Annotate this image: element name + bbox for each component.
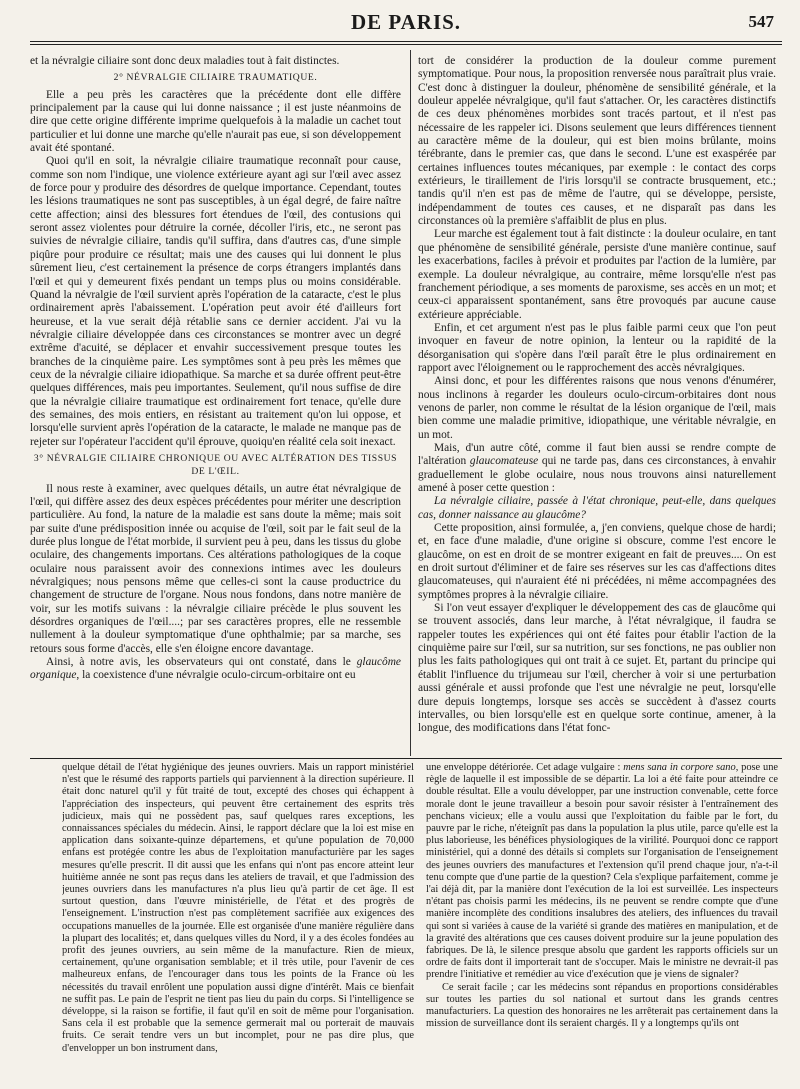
column-divider (410, 50, 411, 756)
paragraph: tort de considérer la production de la douleur comme purement symptomatique. Pour nous, la proposition renversée nous paraîtrait plus vraie. C'est donc à distinguer la douleur, phénomène de sensibilité générale, et la douleur appelée névralgique, qu'il faut s'attacher. Or, les caractères distinctifs de ces deux phénomènes morbides sont tracés partout, et il n'est pas nécessaire de les rappeler ici. Disons seulement que leurs différences tiennent au caractère même de la douleur, qui est bien moins brûlante, moins térébrante, dans le premier cas, que dans le second. L'une est exaspérée par certaines influences toutes mécaniques, par exemple : le contact des corps extérieurs, le tiraillement de l'iris lorsqu'il se contracte brusquement, etc.; tandis qu'il n'en est pas de même de l'autre, qui se développe, persiste, indépendamment de toutes ces causes, et ne disparaît pas dans les circonstances où la première s'affaiblit de plus en plus. (418, 55, 776, 228)
text-run: Mais, d'un autre côté, comme il faut bien aussi se rendre compte de l'altération (418, 441, 776, 468)
page-title: DE PARIS. (350, 10, 462, 34)
paragraph (30, 656, 401, 683)
text-run: qui ne tarde pas, dans ces circonstances, à envahir graduellement le globe oculaire, nous nous trouvons ainsi naturellement amené à poser cette question : (418, 455, 776, 494)
question-paragraph: La névralgie ciliaire, passée à l'état chronique, peut-elle, dans quelques cas, donner naissance au glaucôme? (418, 495, 776, 521)
paragraph: Si l'on veut essayer d'expliquer le développement des cas de glaucôme qui se trouvent associés, dans leur marche, à l'état névralgique, il faudra se rappeler toutes les expériences qui ont été faites pour établir l'action de la cinquième paire sur l'œil, sur sa nutrition, sur ses fonctions, ne pas oublier non plus les faits pathologiques qui ont trait à ce sujet. Et, partant du principe qui établit l'influence du trijumeau sur l'œil, chercher à voir si une perturbation aussi générale et aussi profonde que l'est une névralgie ne peut, lorsqu'elle dure depuis longtemps, lorsque ses accès se succèdent à d'assez courts intervalles, ou bien lorsqu'elle est en quelque sorte continue, amener, à la longue, des modifications dans l'état fonc- (418, 602, 776, 735)
paragraph: Ce serait facile ; car les médecins sont répandus en proportions considérables sur toutes les parties du sol national et surtout dans les grands centres manufacturiers. La question des honoraires ne les arrêterait pas certainement dans la mission de surveillance dont ils seraient chargés. Il y a longtemps qu'ils ont (426, 981, 778, 1030)
paragraph: Quoi qu'il en soit, la névralgie ciliaire traumatique reconnaît pour cause, comme son nom l'indique, une violence extérieure ayant agi sur l'œil avec assez de force pour y produire des désordres de quelque importance. Cependant, toutes les lésions traumatiques ne sont pas susceptibles, à un égal degré, de faire naître cette affection; ainsi des blessures fort étendues de l'œil, des contusions qui seront assez violentes pour détruire la cornée, décoller l'iris, etc., ne seront pas suivies de névralgie ciliaire, tandis qu'il suffira, dans d'autres cas, d'une simple piqûre pour produire ce résultat; mais une des causes qui lui donnent le plus sûrement lieu, c'est certainement la présence de corps étrangers implantés dans l'œil et qui y demeurent fixés pendant un temps plus ou moins considérable. Quand la névralgie de l'œil survient après l'opération de la cataracte, c'est le plus ordinairement après l'abaissement. L'opération peut avoir été d'ailleurs fort heureuse, et la vue serait déjà rétablie sans ce dernier accident. J'ai vu la névralgie ciliaire développée dans ces circonstances se montrer avec un degré extrême d'acuité, se déplacer et envahir successivement presque toutes les branches de la cinquième paire. Les symptômes sont à peu près les mêmes que ceux de la névralgie ciliaire idiopathique. Sa marche et sa durée offrent peut-être quelques différences, mais peu importantes. Seulement, qu'il nous suffise de dire que la névralgie ciliaire traumatique est ordinairement fort tenace, qu'elle dure des semaines, des mois entiers, en résistant au traitement qu'on lui oppose, et lorsqu'elle survient après l'opération de la cataracte, le malade ne manque pas de rejeter sur l'opérateur l'accident qu'il éprouve, quoiqu'en réalité cela soit inexact. (30, 155, 401, 448)
paragraph: et la névralgie ciliaire sont donc deux maladies tout à fait distinctes. (30, 55, 340, 67)
page-header (30, 10, 782, 40)
page-number: 547 (748, 12, 774, 31)
text-run: une enveloppe détériorée. Cet adage vulgaire : (426, 762, 624, 773)
right-column (418, 55, 776, 755)
italic-term: glaucomateuse (469, 455, 539, 468)
header-rule-thin (30, 44, 782, 45)
paragraph: Leur marche est également tout à fait distincte : la douleur oculaire, en tant que phénomène de sensibilité générale, persiste d'une manière continue, sauf les exacerbations, faciles à prévoir et produites par l'action de la lumière, par exemple. La douleur névralgique, au contraire, même lorsqu'elle n'est pas franchement périodique, a ses moments de paroxisme, ses accès en un mot; et ceux-ci apparaissent spontanément, sans être provoqués par aucune cause extérieure appréciable. (418, 228, 776, 321)
section-heading: 2° NÉVRALGIE CILIAIRE TRAUMATIQUE. (113, 72, 318, 84)
paragraph (418, 442, 776, 495)
paragraph: Il nous reste à examiner, avec quelques détails, un autre état névralgique de l'œil, qui diffère assez des deux espèces précédentes pour mériter une description particulière. Au fond, la nature de la maladie est sans doute la même; mais soit par suite d'une prédisposition innée ou acquise de l'œil, soit par le fait seul de la durée plus longue de l'état morbide, il survient peu à peu, dans les tissus du globe oculaire, des changements importans. Ces altérations pathologiques de la coque oculaire nous paraissent avoir des connexions intimes avec les douleurs névralgiques; nous pensons même que celles-ci sont la cause productrice du changement de structure de l'organe. Nous nous fondons, dans notre manière de voir, sur les motifs suivans : la névralgie ciliaire précède le plus souvent les désordres organiques de l'œil....; par ses caractères propres, elle ne ressemble nullement à la douleur symptomatique d'une ophthalmie; par sa marche, ses retours sous forme d'accès, elle s'en éloigne encore davantage. (30, 482, 401, 655)
paragraph: Cette proposition, ainsi formulée, a, j'en conviens, quelque chose de hardi; et, en face d'une maladie, d'une origine si obscure, comme l'est encore le glaucôme, on est en droit de se montrer exigeant en fait de preuves.... On est en droit surtout d'éliminer et de faire ses réserves sur les cas d'affections dites glaucomateuses, qui n'auraient été ni précédées, ni même accompagnées des symptômes propres à la névralgie ciliaire. (418, 522, 776, 601)
paragraph: Elle a peu près les caractères que la précédente dont elle diffère principalement par la cause qui lui donne naissance ; il est juste néanmoins de dire que cette origine différente imprime quelquefois à la maladie un cachet tout particulier et lui donne une marche qu'elle n'aurait pas eue, si son développement avait été spontané. (30, 88, 401, 155)
paragraph: Ainsi donc, et pour les différentes raisons que nous venons d'énumérer, nous inclinons à regarder les douleurs oculo-circum-orbitaires dont nous venons de parler, non comme le résultat de la lésion organique de l'œil, mais bien comme une maladie primitive, idiopathique, une véritable névralgie, en un mot. (418, 375, 776, 441)
paragraph: Enfin, et cet argument n'est pas le plus faible parmi ceux que l'on peut invoquer en faveur de notre opinion, la lenteur ou la rapidité de la désorganisation qui s'opère dans l'œil paraît être le plus ordinairement en rapport avec l'éloignement ou le rapprochement des accès névralgiques. (418, 321, 776, 374)
text-run: , pose une règle de laquelle il est impossible de se départir. La loi a été faite pour atteindre ce double résultat. Elle a voulu développer, par une instruction convenable, cette force morale dont le jeune travailleur a besoin pour savoir résister à l'entraînement des penchans vicieux; elle a voulu aussi que l'exploitation du faible par le fort, du pauvre par le riche, n'éteignît pas dans la population la plus utile, parce qu'elle est la plus laborieuse, les bénéfices physiologiques de la virilité. Pourquoi donc ce rapport ministériel, qui a donné des détails si complets sur l'organisation de l'enseignement des jeunes ouvriers des manufactures et l'extension qu'il prend chaque jour, n'a-t-il tenu compte que d'une partie de la question? Cela s'explique parfaitement, comme je l'ai déjà dit, par la manière dont l'exécution de la loi est surveillée. Les inspecteurs n'étant pas choisis parmi les médecins, ils ne peuvent se rendre compte que d'une manière incomplète des conditions insalubres des ateliers, des influences du travail qui sont si variées à cause de la variété si grande des matières en manipulation, et de la gravité des altérations que ces causes doivent produire sur la jeune population des fabriques. De là, le silence presque absolu que gardent les rapports officiels sur un ordre de faits dont il importerait tant de s'occuper. Mais le ministre ne devrait-il pas prendre l'initiative et remédier au vice d'exécution que je viens de signaler? (426, 762, 778, 981)
text-run: Ainsi, à notre avis, les observateurs qui ont constaté, dans le (46, 656, 357, 669)
feuilleton-rule (30, 758, 782, 759)
paragraph: quelque détail de l'état hygiénique des jeunes ouvriers. Mais un rapport ministériel n'est que le résumé des rapports partiels qui parviennent à la direction supérieure. Il était donc naturel qu'il y fût traité de tout, excepté des choses qui échappent à l'appréciation des inspecteurs, qui peuvent être certainement des esprits très judicieux, mais qui ne possèdent pas, sauf quelques rares exceptions, les connaissances spéciales du médecin. Ainsi, le rapport déclare que la loi est mise en application dans soixante-quinze départemens, et qu'une population de 70,000 enfans est protégée contre les abus de l'exploitation manufacturière par les sages mesures qu'elle prescrit. Il dit aussi que les enfans qui n'ont pas encore atteint leur huitième année ne sont pas reçus dans les ateliers de travail, et que l'admission des jeunes ouvriers dans les manufactures n'a plus lieu qu'à partir de cet âge. Il est surtout question, dans l'œuvre ministérielle, de l'état et des progrès de l'enseignement. L'instruction n'est pas complètement sacrifiée aux exigences des occupations manuelles de la journée. Elle est organisée d'une manière régulière dans la plupart des localités; et, dans quelques villes du Nord, il y a des écoles fondées au profit des jeunes ouvriers, au sein même de la manufacture. Rien de mieux, certainement, qu'une organisation semblable; et il très utile, pour l'avenir de ces malheureux enfans, de l'encourager dans tous les points de la France où les nécessités du travail enrôlent une population aussi digne d'intérêt. Mais ce bienfait ne suffit pas. Le pain de l'esprit ne tient pas lieu du pain du corps. Si l'intelligence se développe, si la raison se fortifie, il faut qu'il en soit de même pour l'organisation. Sans cela il est probable que la semence germerait mal ou porterait de mauvais fruits. Ce serait tendre vers un but incomplet, pour ne pas dire plus, que d'envelopper un bon instrument dans, (62, 762, 414, 1054)
text-run: , la coexistence d'une névralgie oculo-circum-orbitaire ont eu (76, 669, 356, 682)
section-heading: 3° NÉVRALGIE CILIAIRE CHRONIQUE OU AVEC ALTÉRATION DES TISSUS DE L'ŒIL. (33, 452, 398, 478)
italic-term: mens sana in corpore sano (623, 762, 736, 773)
italic-term: glaucôme organique (30, 656, 401, 682)
header-rule (30, 41, 782, 42)
feuilleton-right-column (426, 762, 778, 1084)
paragraph (426, 762, 778, 982)
left-column (30, 55, 401, 755)
feuilleton-section (62, 762, 778, 1084)
feuilleton-left-column (62, 762, 414, 1084)
